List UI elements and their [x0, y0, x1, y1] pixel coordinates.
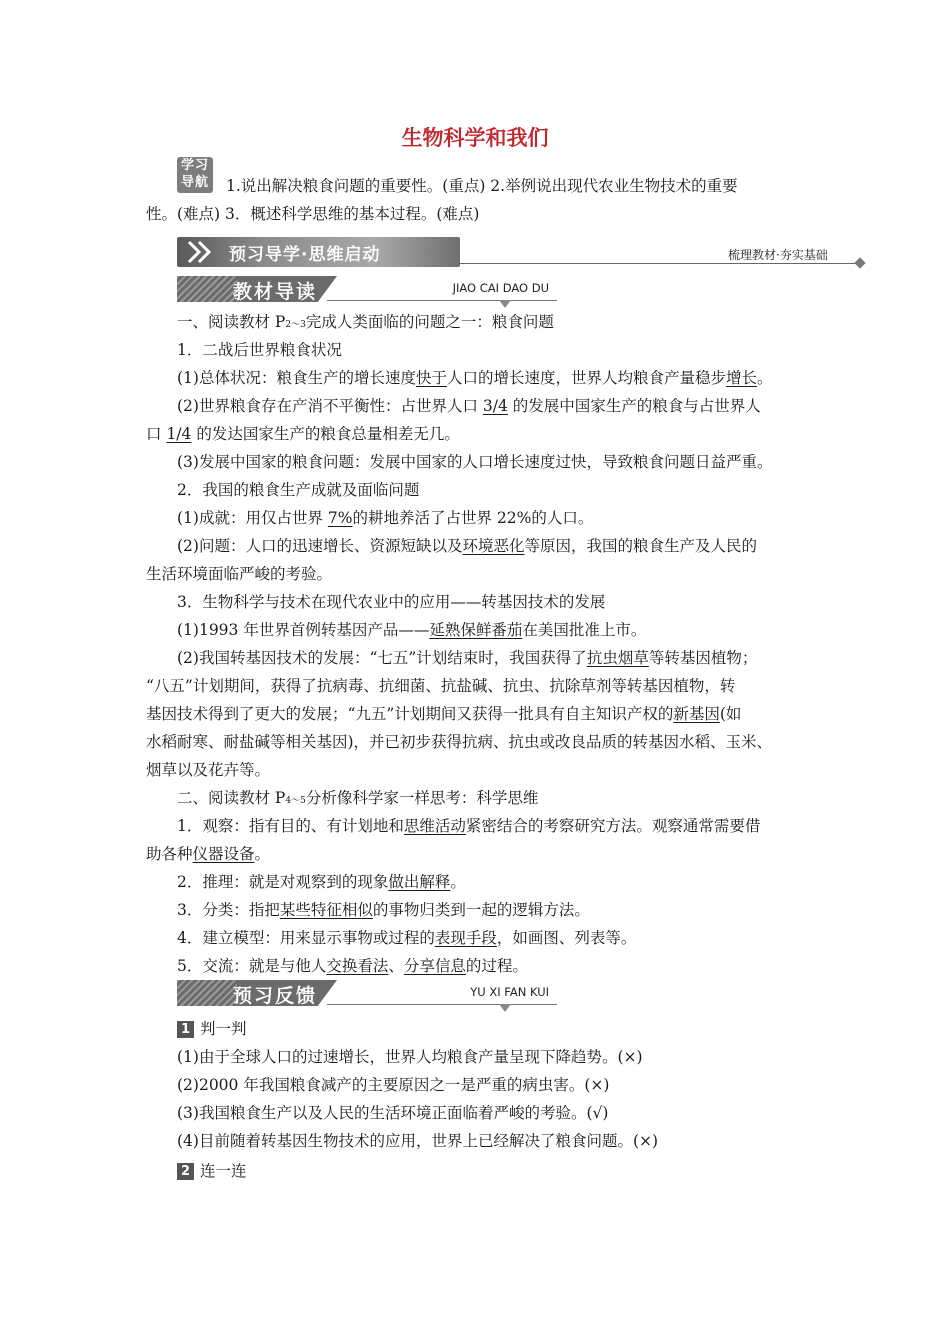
text-line: 4．建立模型：用来显示事物或过程的表现手段，如画图、列表等。: [177, 929, 637, 947]
text-line: (1)1993 年世界首例转基因产品——延熟保鲜番茄在美国批准上市。: [177, 621, 647, 639]
text-line: 2．我国的粮食生产成就及面临问题: [177, 481, 420, 499]
learning-goals-line-2: 性。(难点) 3．概述科学思维的基本过程。(难点): [146, 205, 480, 223]
double-chevron-icon: [187, 240, 215, 264]
text-line: 水稻耐寒、耐盐碱等相关基因)，并已初步获得抗病、抗虫或改良品质的转基因水稻、玉米、: [146, 733, 773, 751]
study-guide-badge: [177, 157, 213, 193]
judge-item: (4)目前随着转基因生物技术的应用，世界上已经解决了粮食问题。(×): [177, 1132, 659, 1150]
text-line: (2)我国转基因技术的发展：“七五”计划结束时，我国获得了抗虫烟草等转基因植物；: [177, 649, 758, 667]
part-heading-1: 一、阅读教材 P2～3完成人类面临的问题之一：粮食问题: [177, 313, 554, 331]
judge-item: (1)由于全球人口的过速增长，世界人均粮食产量呈现下降趋势。(×): [177, 1048, 643, 1066]
badge-line-2: 导航: [180, 175, 209, 190]
number-1-icon: 1: [177, 1021, 194, 1038]
text-line: “八五”计划期间，获得了抗病毒、抗细菌、抗盐碱、抗虫、抗除草剂等转基因植物，转: [146, 677, 736, 695]
banner-title: 预习导学·思维启动: [229, 245, 381, 265]
section-title: 教材导读: [233, 281, 318, 303]
badge-line-1: 学习: [180, 158, 209, 173]
text-line: (1)成就：用仅占世界 7%的耕地养活了占世界 22%的人口。: [177, 509, 594, 527]
section-header-textbook: [177, 276, 557, 304]
section-header-feedback: [177, 980, 557, 1008]
part-heading-2: 二、阅读教材 P4～5分析像科学家一样思考：科学思维: [177, 789, 539, 807]
text-line: 口 1/4 的发达国家生产的粮食总量相差无几。: [146, 425, 460, 443]
number-2-icon: 2: [177, 1163, 194, 1180]
preview-banner: [177, 237, 460, 267]
text-line: (2)世界粮食存在产消不平衡性：占世界人口 3/4 的发展中国家生产的粮食与占世界人: [177, 397, 761, 415]
section-pinyin: YU XI FAN KUI: [470, 985, 549, 999]
text-line: 3．分类：指把某些特征相似的事物归类到一起的逻辑方法。: [177, 901, 590, 919]
learning-goals-line-1: 1.说出解决粮食问题的重要性。(重点) 2.举例说出现代农业生物技术的重要: [226, 177, 738, 195]
text-line: 1．观察：指有目的、有计划地和思维活动紧密结合的考察研究方法。观察通常需要借: [177, 817, 761, 835]
text-line: (3)发展中国家的粮食问题：发展中国家的人口增长速度过快，导致粮食问题日益严重。: [177, 453, 773, 471]
exercise-heading-1: 1 判一判: [177, 1018, 247, 1040]
text-line: 助各种仪器设备。: [146, 845, 271, 863]
section-title: 预习反馈: [233, 985, 318, 1007]
page-title: 生物科学和我们: [401, 126, 549, 150]
banner-divider: [460, 263, 860, 264]
section-pinyin: JIAO CAI DAO DU: [452, 281, 549, 295]
text-line: 1．二战后世界粮食状况: [177, 341, 342, 359]
text-line: 生活环境面临严峻的考验。: [146, 565, 333, 583]
text-line: 基因技术得到了更大的发展；“九五”计划期间又获得一批具有自主知识产权的新基因(如: [146, 705, 742, 723]
text-line: 5．交流：就是与他人交换看法、分享信息的过程。: [177, 957, 528, 975]
diamond-icon: [854, 257, 865, 268]
exercise-heading-2: 2 连一连: [177, 1160, 247, 1182]
text-line: 3．生物科学与技术在现代农业中的应用——转基因技术的发展: [177, 593, 606, 611]
text-line: (1)总体状况：粮食生产的增长速度快于人口的增长速度，世界人均粮食产量稳步增长。: [177, 369, 773, 387]
text-line: 烟草以及花卉等。: [146, 761, 271, 779]
text-line: (2)问题：人口的迅速增长、资源短缺以及环境恶化等原因，我国的粮食生产及人民的: [177, 537, 757, 555]
banner-subtitle: 梳理教材·夯实基础: [728, 248, 828, 262]
judge-item: (2)2000 年我国粮食减产的主要原因之一是严重的病虫害。(×): [177, 1076, 610, 1094]
judge-item: (3)我国粮食生产以及人民的生活环境正面临着严峻的考验。(√): [177, 1104, 609, 1122]
text-line: 2．推理：就是对观察到的现象做出解释。: [177, 873, 466, 891]
